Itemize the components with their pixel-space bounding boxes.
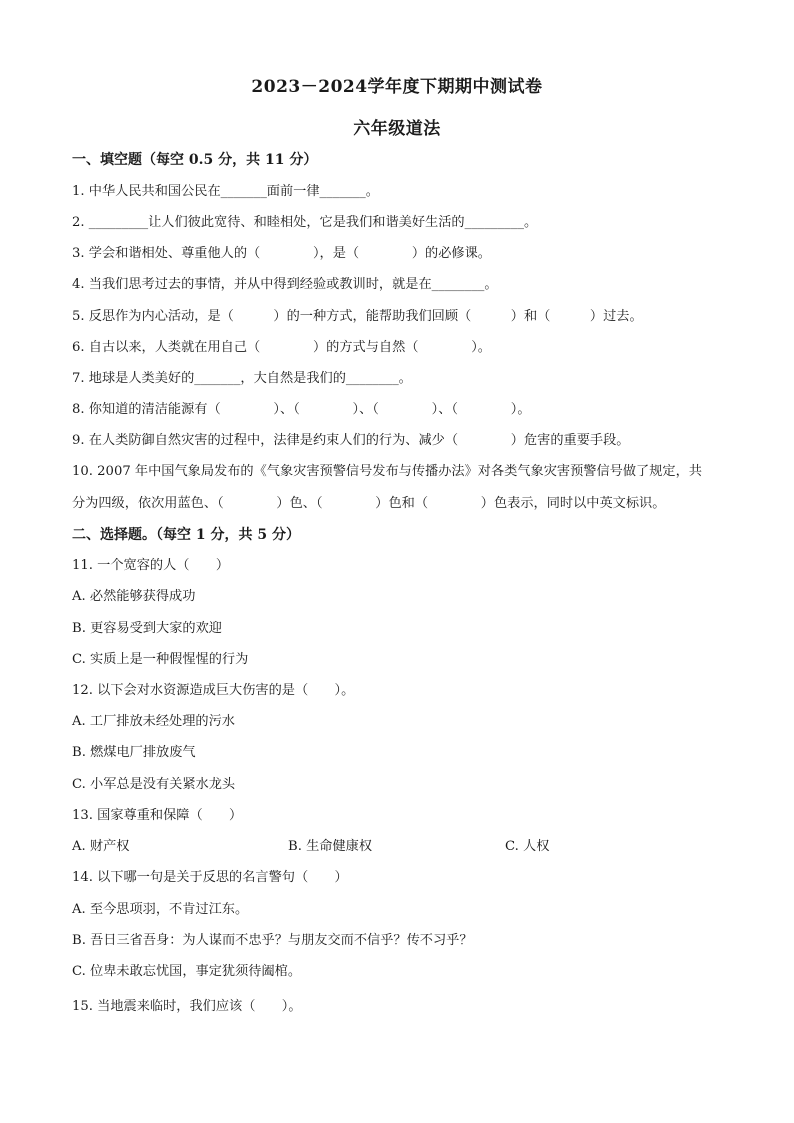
question-11-option-c: C. 实质上是一种假惺惺的行为 (72, 652, 249, 667)
question-2: 2. _________让人们彼此宽待、和睦相处，它是我们和谐美好生活的_________。 (72, 215, 538, 230)
section-1-heading: 一、填空题（每空 0.5 分，共 11 分） (72, 152, 318, 168)
question-14: 14. 以下哪一句是关于反思的名言警句（ ） (72, 870, 348, 885)
question-12: 12. 以下会对水资源造成巨大伤害的是（ ）。 (72, 683, 355, 698)
question-10-line-1: 10. 2007 年中国气象局发布的《气象灾害预警信号发布与传播办法》对各类气象灾害预警信号做了规定，共 (72, 464, 702, 479)
question-4: 4. 当我们思考过去的事情，并从中得到经验或教训时，就是在________。 (72, 277, 498, 292)
section-2-heading: 二、选择题。（每空 1 分，共 5 分） (72, 527, 300, 543)
question-5: 5. 反思作为内心活动，是（ ）的一种方式，能帮助我们回顾（ ）和（ ）过去。 (72, 309, 643, 324)
question-11-option-b: B. 更容易受到大家的欢迎 (72, 621, 222, 636)
question-1: 1. 中华人民共和国公民在_______面前一律_______。 (72, 184, 379, 199)
question-12-option-c: C. 小军总是没有关紧水龙头 (72, 777, 236, 792)
question-13-option-a: A. 财产权 (72, 839, 130, 854)
question-11-option-a: A. 必然能够获得成功 (72, 589, 196, 604)
question-13: 13. 国家尊重和保障（ ） (72, 808, 243, 823)
question-6: 6. 自古以来，人类就在用自己（ ）的方式与自然（ ）。 (72, 340, 491, 355)
question-8: 8. 你知道的清洁能源有（ ）、（ ）、（ ）、（ ）。 (72, 402, 531, 417)
question-14-option-a: A. 至今思项羽，不肯过江东。 (72, 902, 249, 917)
question-13-option-c: C. 人权 (505, 839, 550, 854)
question-14-option-c: C. 位卑未敢忘忧国，事定犹须待阖棺。 (72, 964, 302, 979)
question-12-option-a: A. 工厂排放未经处理的污水 (72, 714, 235, 729)
question-11: 11. 一个宽容的人（ ） (72, 558, 230, 573)
question-12-option-b: B. 燃煤电厂排放废气 (72, 745, 196, 760)
question-13-option-b: B. 生命健康权 (288, 839, 373, 854)
question-3: 3. 学会和谐相处、尊重他人的（ ），是（ ）的必修课。 (72, 246, 491, 261)
question-10-line-2: 分为四级，依次用蓝色、（ ）色、（ ）色和（ ）色表示，同时以中英文标识。 (72, 496, 666, 511)
question-14-option-b: B. 吾日三省吾身：为人谋而不忠乎？与朋友交而不信乎？传不习乎？ (72, 933, 473, 948)
question-9: 9. 在人类防御自然灾害的过程中，法律是约束人们的行为、减少（ ）危害的重要手段。 (72, 433, 630, 448)
exam-subtitle: 六年级道法 (353, 119, 441, 139)
exam-title: 2023－2024学年度下期期中测试卷 (251, 77, 543, 97)
question-7: 7. 地球是人类美好的_______，大自然是我们的________。 (72, 371, 412, 386)
question-15: 15. 当地震来临时，我们应该（ ）。 (72, 999, 302, 1014)
